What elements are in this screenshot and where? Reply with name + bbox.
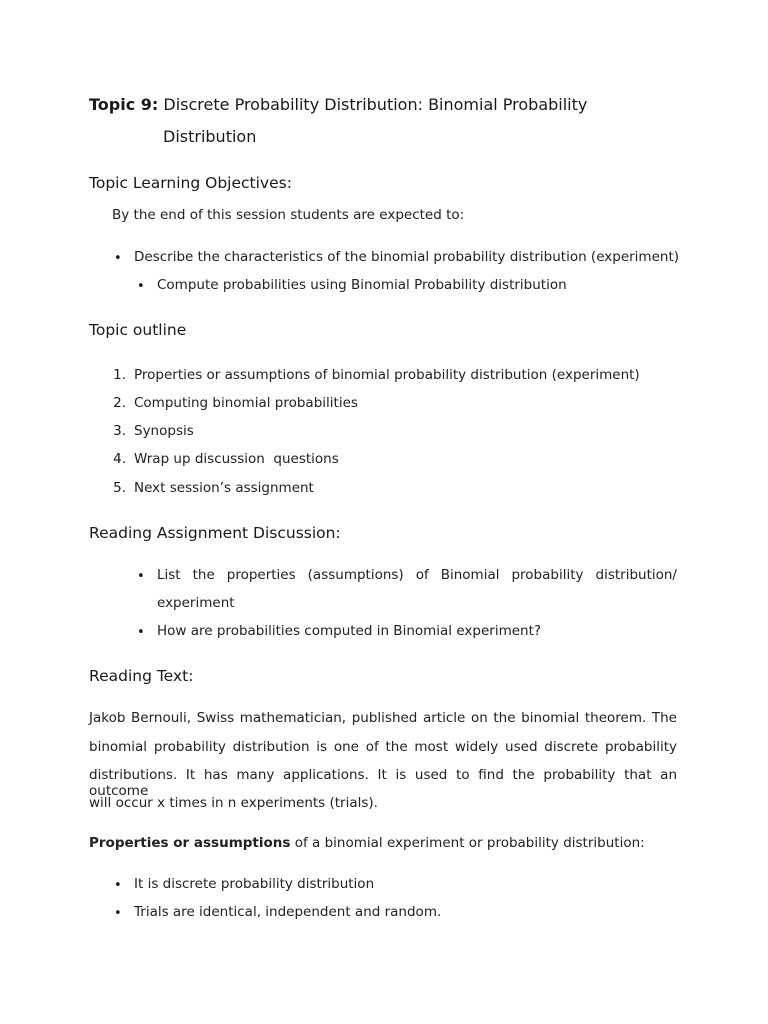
assignment-item-line1: List the properties (assumptions) of Binomial probability distribution/: [157, 567, 677, 583]
bullet-icon: •: [114, 878, 122, 893]
bullet-icon: •: [114, 251, 122, 266]
properties-intro: [89, 835, 645, 851]
paragraph-line: distributions. It has many applications. It is used to find the probability that an outcome: [89, 767, 677, 799]
objective-item: Describe the characteristics of the binomial probability distribution (experiment): [134, 249, 680, 265]
outline-item: Properties or assumptions of binomial probability distribution (experiment): [134, 367, 640, 383]
assignment-item: How are probabilities computed in Binomial experiment?: [157, 623, 542, 639]
reading-assignment-heading: Reading Assignment Discussion:: [89, 524, 341, 542]
properties-intro-rest: of a binomial experiment or probability distribution:: [290, 835, 645, 851]
outline-item: Synopsis: [134, 423, 194, 439]
topic-title-line1: [89, 95, 587, 114]
list-number: 4.: [113, 451, 126, 467]
bullet-icon: •: [137, 569, 145, 584]
reading-text-heading: Reading Text:: [89, 667, 194, 685]
topic-title-line2: Distribution: [163, 127, 257, 146]
outline-item: Wrap up discussion questions: [134, 451, 339, 467]
properties-bold-label: Properties or assumptions: [89, 835, 291, 851]
list-number: 1.: [113, 367, 126, 383]
list-number: 3.: [113, 423, 126, 439]
paragraph-line: Jakob Bernouli, Swiss mathematician, published article on the binomial theorem. The: [89, 710, 677, 726]
topic-colon: :: [151, 95, 159, 114]
paragraph-line: will occur x times in n experiments (trials).: [89, 795, 378, 811]
list-number: 2.: [113, 395, 126, 411]
objective-item: Compute probabilities using Binomial Probability distribution: [157, 277, 567, 293]
bullet-icon: •: [114, 906, 122, 921]
property-item: Trials are identical, independent and random.: [134, 904, 442, 920]
objectives-intro: By the end of this session students are expected to:: [112, 207, 465, 223]
topic-label: Topic 9: [89, 95, 152, 114]
list-number: 5.: [113, 480, 126, 496]
paragraph-line: binomial probability distribution is one of the most widely used discrete probability: [89, 739, 677, 755]
outline-item: Computing binomial probabilities: [134, 395, 358, 411]
objectives-heading: Topic Learning Objectives:: [89, 174, 292, 192]
bullet-icon: •: [137, 625, 145, 640]
outline-heading: Topic outline: [89, 321, 187, 339]
outline-item: Next session’s assignment: [134, 480, 314, 496]
assignment-item-line2: experiment: [157, 595, 235, 611]
bullet-icon: •: [137, 279, 145, 294]
property-item: It is discrete probability distribution: [134, 876, 375, 892]
topic-title-text: Discrete Probability Distribution: Binomial Probability: [163, 95, 588, 114]
